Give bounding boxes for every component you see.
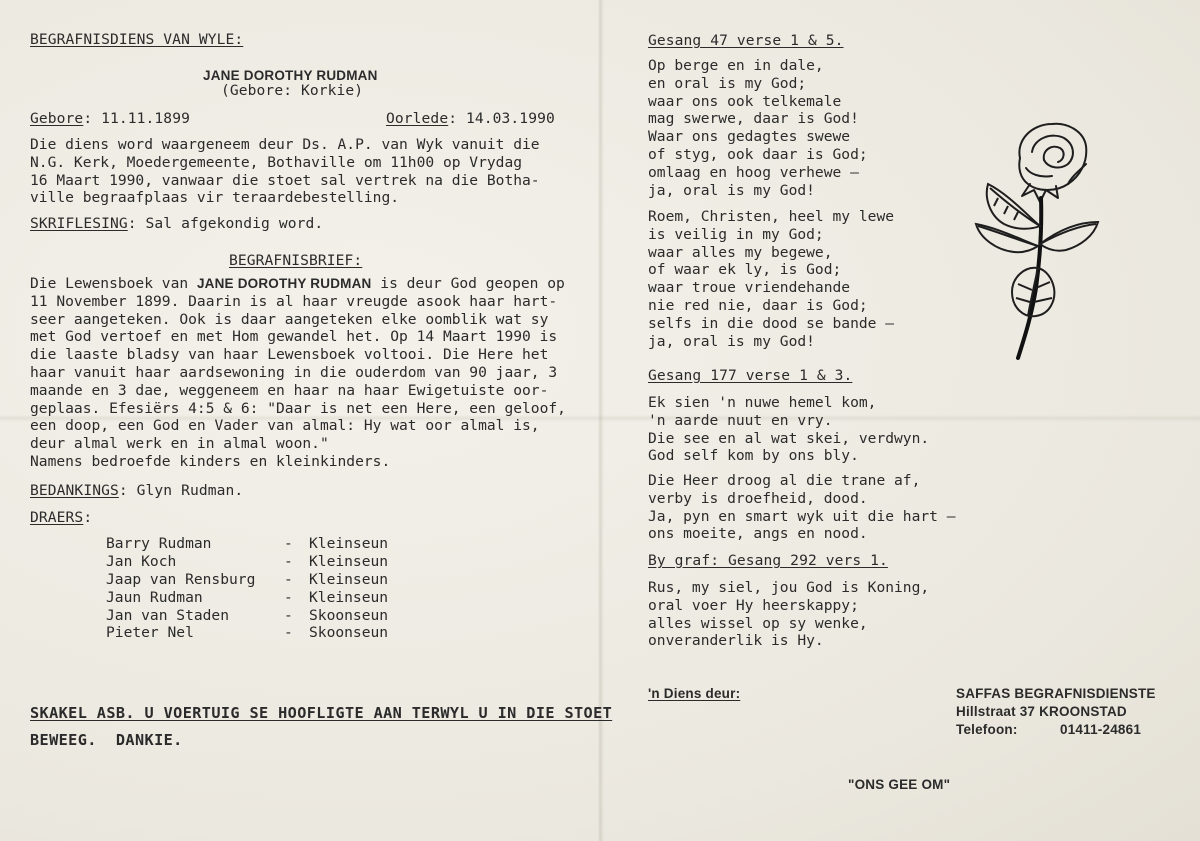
service-by-label: 'n Diens deur: xyxy=(648,686,741,701)
hymn-line: 'n aarde nuut en vry. xyxy=(648,411,833,429)
service-line: ville begraafplaas vir teraardebestelling. xyxy=(30,189,400,207)
headlights-notice-line2: BEWEEG. DANKIE. xyxy=(30,731,183,749)
bearer-name: Pieter Nel xyxy=(106,624,194,641)
letter-line: Namens bedroefde kinders en kleinkinders. xyxy=(30,452,391,470)
hymn1-title: Gesang 47 verse 1 & 5. xyxy=(648,32,844,49)
hymn-line: ons moeite, angs en nood. xyxy=(648,525,868,543)
thanks xyxy=(30,482,243,500)
letter-heading: BEGRAFNISBRIEF: xyxy=(229,252,363,269)
bearer-relation: Kleinseun xyxy=(309,535,389,552)
rose-icon xyxy=(968,118,1108,363)
service-line: 16 Maart 1990, vanwaar die stoet sal vertrek na die Botha- xyxy=(30,171,540,189)
bearer-dash: - xyxy=(284,624,293,641)
hymn2-title: Gesang 177 verse 1 & 3. xyxy=(648,367,853,384)
bearer-dash: - xyxy=(284,535,293,552)
motto: "ONS GEE OM" xyxy=(848,777,951,792)
funeral-letter xyxy=(30,275,566,471)
hymn-line: God self kom by ons bly. xyxy=(648,447,859,465)
service-line: Die diens word waargeneem deur Ds. A.P. van Wyk vanuit die xyxy=(30,136,540,153)
hymn1-verse2 xyxy=(648,208,894,350)
hymn-line: selfs in die dood se bande — xyxy=(648,314,895,332)
hymn-line: waar ons ook telkemale xyxy=(648,92,842,110)
headlights-notice-line1: SKAKEL ASB. U VOERTUIG SE HOOFLIGTE AAN TERWYL U IN DIE STOET xyxy=(30,704,613,722)
funeral-company: SAFFAS BEGRAFNISDIENSTE xyxy=(956,686,1156,701)
hymn-line: of styg, ook daar is God; xyxy=(648,145,868,163)
service-line: N.G. Kerk, Moedergemeente, Bothaville om 11h00 op Vrydag xyxy=(30,153,523,171)
letter-line: maande en 3 dae, weggeneem en haar na haar Ewigetuiste oor- xyxy=(30,381,549,399)
hymn2-verse1 xyxy=(648,394,929,465)
hymn-line: Ja, pyn en smart wyk uit die hart — xyxy=(648,507,956,525)
born-value: : 11.11.1899 xyxy=(83,110,190,127)
born-date xyxy=(30,110,190,128)
hymn-line: is veilig in my God; xyxy=(648,225,824,243)
bearer-dash: - xyxy=(284,571,293,588)
died-date xyxy=(386,110,555,128)
scripture-label: SKRIFLESING xyxy=(30,215,128,232)
hymn-line: verby is droefheid, dood. xyxy=(648,489,868,507)
hymn-line: oral voer Hy heerskappy; xyxy=(648,596,859,614)
hymn-line: nie red nie, daar is God; xyxy=(648,296,868,314)
hymn-line: waar troue vriendehande xyxy=(648,279,851,297)
bearer-dash: - xyxy=(284,589,293,606)
hymn-line: Die see en al wat skei, verdwyn. xyxy=(648,429,930,447)
hymn-line: Rus, my siel, jou God is Koning, xyxy=(648,579,930,596)
hymn-line: mag swerwe, daar is God! xyxy=(648,110,859,128)
bearer-dash: - xyxy=(284,553,293,570)
letter-name: JANE DOROTHY RUDMAN xyxy=(196,276,372,291)
service-heading: BEGRAFNISDIENS VAN WYLE: xyxy=(30,31,244,48)
letter-first-line: Die Lewensboek van JANE DOROTHY RUDMAN is deur God geopen op xyxy=(30,275,565,292)
bearer-name: Jaap van Rensburg xyxy=(106,571,256,588)
hymn-line: waar alles my begewe, xyxy=(648,243,833,261)
born-label: Gebore xyxy=(30,110,84,127)
bearer-relation: Kleinseun xyxy=(309,553,389,570)
maiden-name: (Gebore: Korkie) xyxy=(221,82,364,99)
bearer-dash: - xyxy=(284,607,293,624)
letter-line: een doop, een God en Vader van almal: Hy wat oor almal is, xyxy=(30,417,540,435)
letter-line: haar vanuit haar aardsewoning in die ouderdom van 90 jaar, 3 xyxy=(30,363,558,381)
service-details xyxy=(30,136,540,207)
company-address: Hillstraat 37 KROONSTAD xyxy=(956,704,1127,719)
hymn-line: ja, oral is my God! xyxy=(648,332,815,350)
died-value: : 14.03.1990 xyxy=(448,110,555,127)
company-phone-label: Telefoon: xyxy=(956,722,1018,737)
bearers-label: DRAERS xyxy=(30,509,84,526)
grave-hymn-verse xyxy=(648,579,929,650)
scripture-reading xyxy=(30,215,323,233)
died-label: Oorlede xyxy=(386,110,449,127)
deceased-name: JANE DOROTHY RUDMAN xyxy=(203,68,378,83)
company-phone: 01411-24861 xyxy=(1060,722,1142,737)
bearers-heading: DRAERS: xyxy=(30,509,93,526)
hymn-line: Roem, Christen, heel my lewe xyxy=(648,208,895,225)
bearer-relation: Kleinseun xyxy=(309,571,389,588)
hymn-line: Waar ons gedagtes swewe xyxy=(648,128,851,146)
bearer-name: Barry Rudman xyxy=(106,535,212,552)
thanks-value: : Glyn Rudman. xyxy=(118,482,244,499)
letter-line: met God vertoef en met Hom gewandel het. Op 14 Maart 1990 is xyxy=(30,328,558,346)
hymn-line: alles wissel op sy wenke, xyxy=(648,614,868,632)
letter-line: seer aangeteken. Ook is daar aangeteken elke oomblik wat sy xyxy=(30,310,549,328)
hymn1-verse1 xyxy=(648,57,868,199)
hymn2-verse2 xyxy=(648,472,956,543)
hymn-line: Op berge en in dale, xyxy=(648,57,824,74)
scripture-value: : Sal afgekondig word. xyxy=(127,215,324,232)
bearer-relation: Kleinseun xyxy=(309,589,389,606)
letter-line: geplaas. Efesiërs 4:5 & 6: "Daar is net een Here, een geloof, xyxy=(30,399,566,417)
hymn-line: en oral is my God; xyxy=(648,74,807,92)
bearer-relation: Skoonseun xyxy=(309,624,389,641)
bearer-name: Jan Koch xyxy=(106,553,177,570)
letter-line: die laaste bladsy van haar Lewensboek voltooi. Die Here het xyxy=(30,346,549,364)
bearer-relation: Skoonseun xyxy=(309,607,389,624)
bearer-name: Jan van Staden xyxy=(106,607,230,624)
hymn-line: Ek sien 'n nuwe hemel kom, xyxy=(648,394,877,411)
hymn-line: of waar ek ly, is God; xyxy=(648,261,842,279)
hymn-line: omlaag en hoog verhewe — xyxy=(648,163,859,181)
letter-line: deur almal werk en in almal woon." xyxy=(30,435,329,453)
thanks-label: BEDANKINGS xyxy=(30,482,119,499)
hymn-line: onveranderlik is Hy. xyxy=(648,632,824,650)
grave-hymn-title: By graf: Gesang 292 vers 1. xyxy=(648,552,888,569)
hymn-line: Die Heer droog al die trane af, xyxy=(648,472,921,489)
hymn-line: ja, oral is my God! xyxy=(648,181,815,199)
bearer-name: Jaun Rudman xyxy=(106,589,203,606)
letter-line: 11 November 1899. Daarin is al haar vreugde asook haar hart- xyxy=(30,292,558,310)
